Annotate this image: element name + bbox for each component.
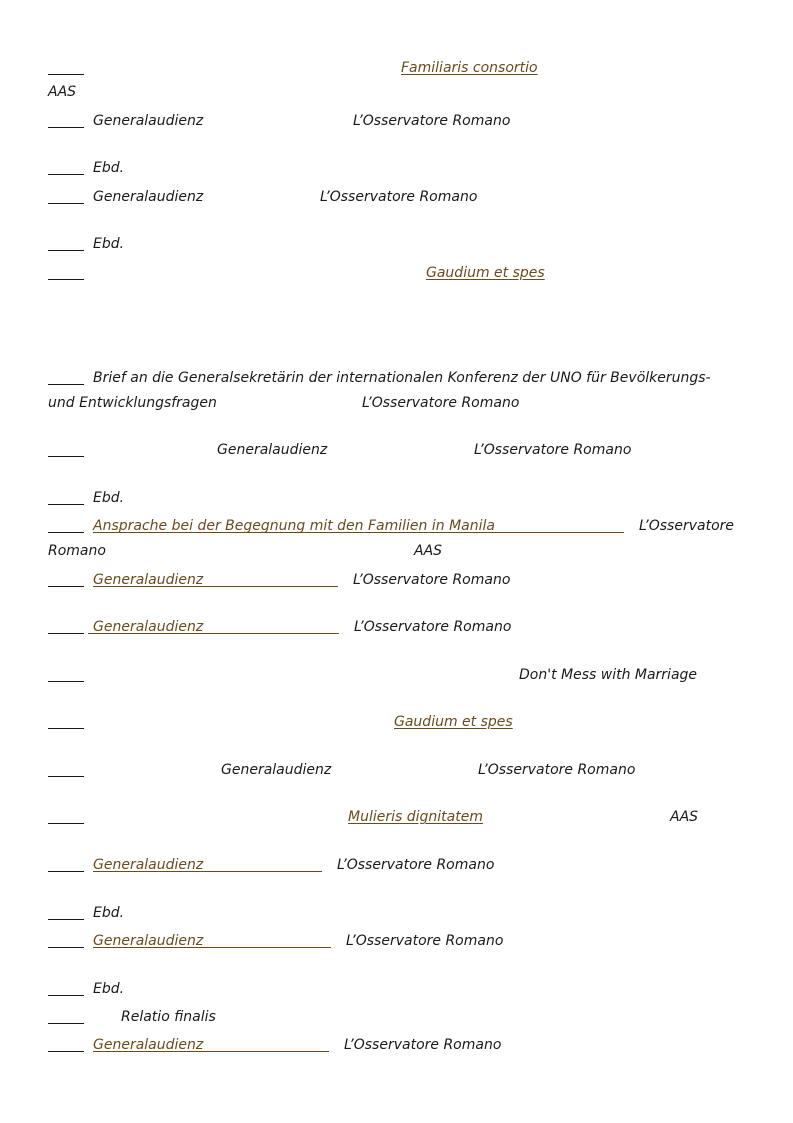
osservatore-romano-text: L’Osservatore Romano [353, 113, 511, 129]
generalaudienz-link[interactable]: Generalaudienz [93, 572, 204, 588]
footnote-marker-9 [48, 504, 84, 505]
brief-text-line2: und Entwicklungsfragen [48, 395, 217, 411]
ebd-text: Ebd. [93, 236, 125, 252]
footnote-marker-20 [48, 995, 84, 996]
footnote-marker-13 [48, 681, 84, 682]
ansprache-manila-link[interactable]: Ansprache bei der Begegnung mit den Familien in Manila [93, 518, 495, 534]
generalaudienz-text: Generalaudienz [93, 189, 204, 205]
footnote-marker-14 [48, 728, 84, 729]
osservatore-romano-text: L’Osservatore Romano [354, 619, 512, 635]
footnote-marker-4 [48, 203, 84, 204]
generalaudienz-text: Generalaudienz [217, 442, 328, 458]
link-underline [93, 586, 338, 587]
osservatore-romano-text: L’Osservatore Romano [474, 442, 632, 458]
footnote-marker-3 [48, 174, 84, 175]
familiaris-consortio-link[interactable]: Familiaris consortio [401, 60, 538, 76]
osservatore-romano-text: L’Osservatore Romano [337, 857, 495, 873]
generalaudienz-link[interactable]: Generalaudienz [93, 857, 204, 873]
ebd-text: Ebd. [93, 160, 125, 176]
generalaudienz-link[interactable]: Generalaudienz [93, 1037, 204, 1053]
footnote-marker-15 [48, 776, 84, 777]
osservatore-romano-text: L’Osservatore Romano [478, 762, 636, 778]
aas-label: AAS [48, 84, 77, 100]
aas-label: AAS [670, 809, 699, 825]
brief-text-line1: Brief an die Generalsekretärin der internationalen Konferenz der UNO für Bevölkerungs- [93, 370, 711, 386]
generalaudienz-link[interactable]: Generalaudienz [93, 619, 204, 635]
gaudium-et-spes-link[interactable]: Gaudium et spes [426, 265, 545, 281]
footnote-marker-18 [48, 919, 84, 920]
link-underline [93, 871, 322, 872]
footnote-marker-12 [48, 633, 84, 634]
footnote-marker-19 [48, 947, 84, 948]
aas-label: AAS [414, 543, 443, 559]
footnote-marker-21 [48, 1023, 84, 1024]
relatio-finalis-text: Relatio finalis [121, 1009, 216, 1025]
link-underline [93, 947, 331, 948]
dont-mess-with-marriage-title: Don't Mess with Marriage [519, 667, 698, 683]
footnote-marker-10 [48, 532, 84, 533]
osservatore-romano-text: L’Osservatore Romano [344, 1037, 502, 1053]
footnote-marker-2 [48, 127, 84, 128]
footnote-marker-16 [48, 823, 84, 824]
link-underline [88, 633, 339, 634]
ebd-text: Ebd. [93, 490, 125, 506]
footnote-marker-22 [48, 1051, 84, 1052]
footnote-marker-5 [48, 250, 84, 251]
osservatore-romano-text: L’Osservatore Romano [353, 572, 511, 588]
link-underline [93, 532, 624, 533]
generalaudienz-link[interactable]: Generalaudienz [93, 933, 204, 949]
footnote-marker-8 [48, 456, 84, 457]
footnote-marker-1 [48, 74, 84, 75]
ebd-text: Ebd. [93, 981, 125, 997]
footnote-marker-6 [48, 279, 84, 280]
osservatore-romano-text: L’Osservatore Romano [346, 933, 504, 949]
footnote-marker-17 [48, 871, 84, 872]
osservatore-romano-text: L’Osservatore Romano [320, 189, 478, 205]
footnote-marker-11 [48, 586, 84, 587]
gaudium-et-spes-link[interactable]: Gaudium et spes [394, 714, 513, 730]
osservatore-text: L’Osservatore [639, 518, 734, 534]
generalaudienz-text: Generalaudienz [221, 762, 332, 778]
footnote-marker-7 [48, 384, 84, 385]
mulieris-dignitatem-link[interactable]: Mulieris dignitatem [348, 809, 483, 825]
romano-text: Romano [48, 543, 106, 559]
osservatore-romano-text: L’Osservatore Romano [362, 395, 520, 411]
generalaudienz-text: Generalaudienz [93, 113, 204, 129]
link-underline [93, 1051, 329, 1052]
ebd-text: Ebd. [93, 905, 125, 921]
